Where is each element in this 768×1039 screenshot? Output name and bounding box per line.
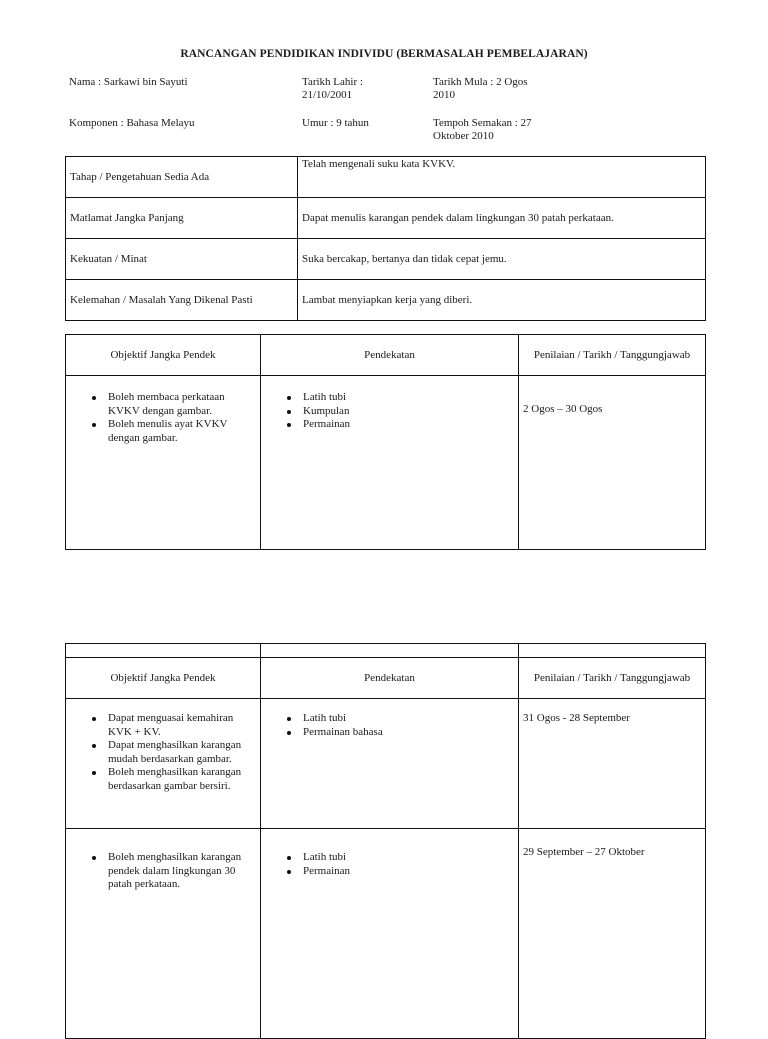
table-row xyxy=(66,157,706,198)
objektif-list xyxy=(70,391,256,445)
header-pendekatan: Pendekatan xyxy=(261,658,519,699)
list-item: Kumpulan xyxy=(303,405,514,419)
objektif-cell xyxy=(66,829,261,1039)
table-row xyxy=(66,198,706,239)
list-item: Boleh menghasilkan karangan berdasarkan gambar bersiri. xyxy=(108,766,256,793)
umur-field xyxy=(302,117,369,130)
table-row xyxy=(66,376,706,550)
objektif-cell xyxy=(66,699,261,829)
tarikh-mula-field xyxy=(433,76,528,102)
list-item: Permainan xyxy=(303,418,514,432)
profile-label: Kekuatan / Minat xyxy=(66,239,298,280)
umur-text: Umur : 9 tahun xyxy=(302,117,369,129)
list-item: Dapat menguasai kemahiran KVK + KV. xyxy=(108,712,256,739)
komponen-field xyxy=(69,117,195,130)
tempoh-semakan-value: Oktober 2010 xyxy=(433,130,494,142)
table-row xyxy=(66,829,706,1039)
tarikh-mula-value: 2010 xyxy=(433,89,455,101)
table-header-row xyxy=(66,658,706,699)
tarikh-cell: 29 September – 27 Oktober xyxy=(519,829,706,1039)
objektif-list xyxy=(70,712,256,793)
tarikh-cell: 2 Ogos – 30 Ogos xyxy=(519,376,706,550)
table-spacer-row xyxy=(66,644,706,658)
spacer-cell xyxy=(261,644,519,658)
header-objektif: Objektif Jangka Pendek xyxy=(66,335,261,376)
tarikh-mula-label: Tarikh Mula : 2 Ogos xyxy=(433,76,528,88)
list-item: Latih tubi xyxy=(303,851,514,865)
list-item: Permainan xyxy=(303,865,514,879)
table-row xyxy=(66,699,706,829)
profile-label: Matlamat Jangka Panjang xyxy=(66,198,298,239)
tarikh-lahir-field xyxy=(302,76,363,102)
list-item: Permainan bahasa xyxy=(303,726,514,740)
komponen-text: Komponen : Bahasa Melayu xyxy=(69,117,195,129)
profile-value: Suka bercakap, bertanya dan tidak cepat jemu. xyxy=(298,239,706,280)
header-penilaian: Penilaian / Tarikh / Tanggungjawab xyxy=(519,658,706,699)
profile-label: Kelemahan / Masalah Yang Dikenal Pasti xyxy=(66,280,298,321)
profile-value: Telah mengenali suku kata KVKV. xyxy=(298,157,706,198)
tarikh-cell: 31 Ogos - 28 September xyxy=(519,699,706,829)
plan-table-2 xyxy=(65,643,706,1039)
pendekatan-list xyxy=(265,391,514,432)
document-title: RANCANGAN PENDIDIKAN INDIVIDU (BERMASALAH PEMBELAJARAN) xyxy=(180,48,588,60)
pendekatan-cell xyxy=(261,699,519,829)
nama-field xyxy=(69,76,188,89)
list-item: Boleh menghasilkan karangan pendek dalam lingkungan 30 patah perkataan. xyxy=(108,851,256,892)
objektif-list xyxy=(70,851,256,892)
profile-value: Lambat menyiapkan kerja yang diberi. xyxy=(298,280,706,321)
profile-label: Tahap / Pengetahuan Sedia Ada xyxy=(66,157,298,198)
pendekatan-list xyxy=(265,851,514,878)
objektif-cell xyxy=(66,376,261,550)
tempoh-semakan-field xyxy=(433,117,532,143)
header-objektif: Objektif Jangka Pendek xyxy=(66,658,261,699)
tarikh-lahir-value: 21/10/2001 xyxy=(302,89,353,101)
header-pendekatan: Pendekatan xyxy=(261,335,519,376)
list-item: Boleh membaca perkataan KVKV dengan gambar. xyxy=(108,391,256,418)
profile-value: Dapat menulis karangan pendek dalam lingkungan 30 patah perkataan. xyxy=(298,198,706,239)
list-item: Latih tubi xyxy=(303,391,514,405)
table-row xyxy=(66,239,706,280)
header-penilaian: Penilaian / Tarikh / Tanggungjawab xyxy=(519,335,706,376)
list-item: Boleh menulis ayat KVKV dengan gambar. xyxy=(108,418,256,445)
tempoh-semakan-label: Tempoh Semakan : 27 xyxy=(433,117,532,129)
profile-table xyxy=(65,156,706,321)
tarikh-lahir-label: Tarikh Lahir : xyxy=(302,76,363,88)
spacer-cell xyxy=(66,644,261,658)
pendekatan-list xyxy=(265,712,514,739)
table-row xyxy=(66,280,706,321)
plan-table-1 xyxy=(65,334,706,550)
spacer-cell xyxy=(519,644,706,658)
table-header-row xyxy=(66,335,706,376)
pendekatan-cell xyxy=(261,376,519,550)
list-item: Dapat menghasilkan karangan mudah berdasarkan gambar. xyxy=(108,739,256,766)
nama-text: Nama : Sarkawi bin Sayuti xyxy=(69,76,188,88)
list-item: Latih tubi xyxy=(303,712,514,726)
pendekatan-cell xyxy=(261,829,519,1039)
